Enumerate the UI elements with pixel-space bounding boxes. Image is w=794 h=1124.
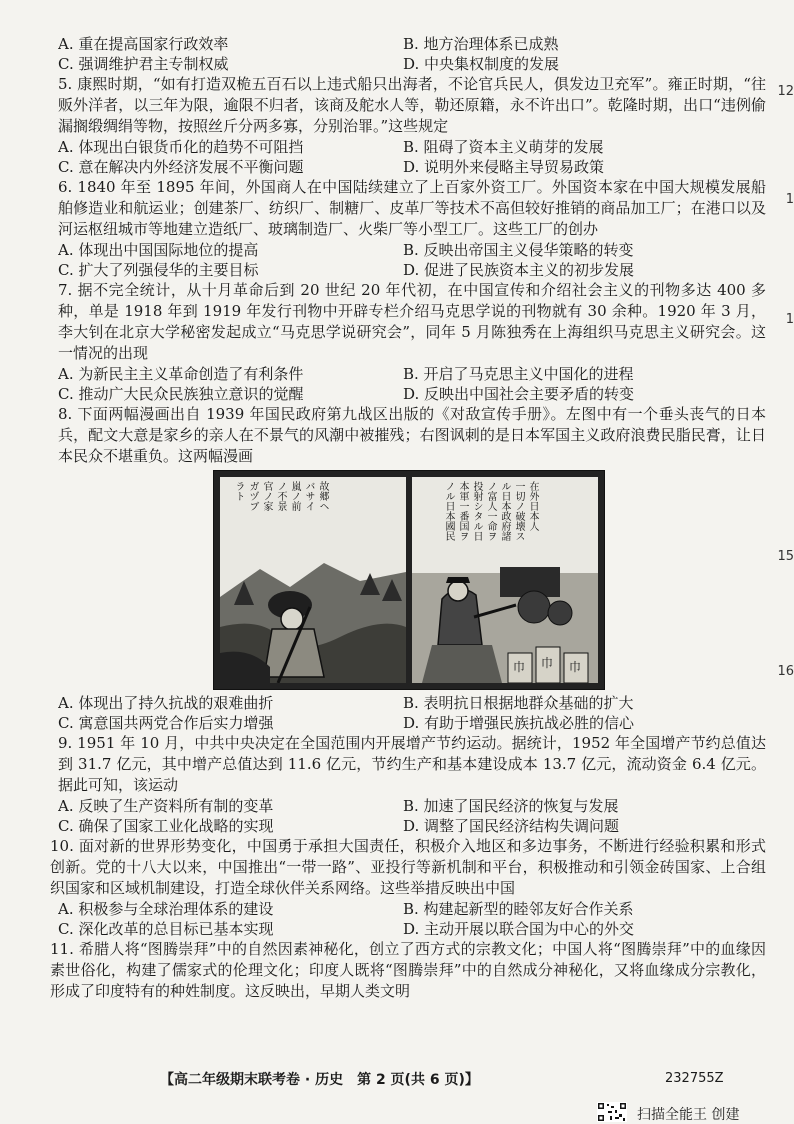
question-stem: 7. 据不完全统计，从十月革命后到 20 世纪 20 年代初，在中国宣传和介绍社会主义的刊物多达 400 多种，单是 1918 年到 1919 年发行刊物中开辟专栏介绍马克思学说的刊物就有 30 余种。1920 年 3 月，李大钊在北京大学秘密发起成立“马克思学说研究会”，同年 5 月陈独秀在上海组织马克思主义研究会。这一情况的出现 (58, 281, 766, 362)
caption-column: ガヅブ (247, 481, 258, 511)
q4-options (58, 34, 766, 74)
option-a: A. 积极参与全球治理体系的建设 (58, 900, 274, 918)
question-stem: 10. 面对新的世界形势变化，中国勇于承担大国责任，积极介入地区和多边事务，不断进行经验积累和形式创新。党的十八大以来，中国推出“一带一路”、亚投行等新机制和平台，积极推动和引领金砖国家、上合组织国家和区域机制建设，打造全球伙伴关系网络。这些举措反映出中国 (50, 837, 766, 897)
caption-column: 一切ノ破壊ス (513, 481, 524, 541)
option-c: C. 强调维护君主专制权威 (58, 55, 229, 73)
caption-column: 投射シタル日 (471, 481, 482, 541)
scanner-watermark: 扫描全能王 创建 (637, 1107, 740, 1123)
question-11 (50, 939, 766, 1002)
caption-column: ノ富人一命ヲ (485, 481, 496, 541)
option-d: D. 说明外来侵略主导贸易政策 (403, 158, 605, 176)
cartoon-right-panel (412, 477, 598, 683)
option-d: D. 调整了国民经济结构失调问题 (403, 817, 620, 835)
option-b: B. 加速了国民经济的恢复与发展 (403, 797, 619, 815)
cartoon-figure (213, 470, 605, 690)
option-c: C. 深化改革的总目标已基本实现 (58, 920, 274, 938)
option-a: A. 反映了生产资料所有制的变革 (58, 797, 274, 815)
margin-number: 15 (777, 549, 794, 564)
caption-column: 官ノ家 (261, 481, 272, 511)
option-b: B. 表明抗日根据地群众基础的扩大 (403, 694, 634, 712)
caption-column: ル日本政府諸 (499, 481, 510, 541)
question-stem: 5. 康熙时期，“如有打造双桅五百石以上违式船只出海者，不论官兵民人，俱发边卫充军”。雍正时期，“往贩外洋者，以三年为限，逾限不归者，该商及舵水人等，勒还原籍，永不许出口”。乾隆时期，出口“违例偷漏搁缎绸绢等物，按照丝斤分两多寡，分别治罪。”这些规定 (58, 75, 766, 135)
option-c: C. 意在解决内外经济发展不平衡问题 (58, 158, 304, 176)
question-7 (58, 280, 766, 404)
question-stem: 8. 下面两幅漫画出自 1939 年国民政府第九战区出版的《对敌宣传手册》。左图中有一个垂头丧气的日本兵，配文大意是家乡的亲人在不景气的风潮中被摧残；右图讽刺的是日本军国主义政府浪费民脂民膏，让日本民众不堪重负。这两幅漫画 (58, 405, 766, 465)
exam-code: 232755Z (665, 1071, 724, 1086)
question-9 (58, 733, 766, 836)
question-5 (58, 74, 766, 177)
caption-column: 在外日本人 (527, 481, 538, 531)
question-stem: 11. 希腊人将“图腾崇拜”中的自然因素神秘化，创立了西方式的宗教文化；中国人将“图腾崇拜”中的血缘因素世俗化，构建了儒家式的伦理文化；印度人既将“图腾崇拜”中的自然成分神秘化，又将血缘成分宗教化，形成了印度特有的种姓制度。这反映出，早期人类文明 (50, 940, 766, 1000)
caption-column: 故郷ヘ (317, 481, 328, 511)
margin-number: 12 (777, 84, 794, 99)
option-c: C. 扩大了列强侵华的主要目标 (58, 261, 259, 279)
soldier-drawing (220, 477, 406, 683)
cartoon-left-panel (220, 477, 406, 683)
page-footer: 【高二年级期末联考卷 · 历史 第 2 页(共 6 页)】 (160, 1072, 479, 1088)
qr-code-icon (597, 1102, 627, 1122)
question-stem: 9. 1951 年 10 月，中共中央决定在全国范围内开展增产节约运动。据统计，1952 年全国增产节约总值达到 31.7 亿元，其中增产总值达到 11.6 亿元，节约生产和基本建设成本 13.7 亿元，流动资金 6.4 亿元。据此可知，该运动 (58, 734, 766, 794)
question-stem: 6. 1840 年至 1895 年间，外国商人在中国陆续建立了上百家外资工厂。外国资本家在中国大规模发展船舶修造业和航运业；创建茶厂、纺织厂、制糖厂、皮革厂等技术不高但较好推销的商品加工厂；在港口以及河运枢纽城市等地建立造纸厂、玻璃制造厂、火柴厂等小型工厂。这些工厂的创办 (58, 178, 766, 238)
option-a: A. 体现出了持久抗战的艰难曲折 (58, 694, 274, 712)
option-d: D. 中央集权制度的发展 (403, 55, 560, 73)
option-d: D. 促进了民族资本主义的初步发展 (403, 261, 635, 279)
caption-column: 嵐ノ前 (289, 481, 300, 511)
money-bag-label: 巾 (541, 656, 554, 670)
option-a: A. 重在提高国家行政效率 (58, 35, 229, 53)
option-c: C. 寓意国共两党合作后实力增强 (58, 714, 274, 732)
officer-drawing (412, 477, 598, 683)
money-bag-label: 巾 (513, 660, 526, 674)
option-b: B. 地方治理体系已成熟 (403, 35, 559, 53)
option-b: B. 构建起新型的睦邻友好合作关系 (403, 900, 634, 918)
caption-column: 本軍一番国ヲ (457, 481, 468, 541)
option-c: C. 确保了国家工业化战略的实现 (58, 817, 274, 835)
option-b: B. 阻碍了资本主义萌芽的发展 (403, 138, 604, 156)
option-d: D. 反映出中国社会主要矛盾的转变 (403, 385, 635, 403)
question-6 (58, 177, 766, 280)
margin-number: 1 (785, 312, 794, 327)
option-b: B. 开启了马克思主义中国化的进程 (403, 365, 634, 383)
option-a: A. 为新民主主义革命创造了有利条件 (58, 365, 304, 383)
caption-column: ノ不景 (275, 481, 286, 511)
option-d: D. 有助于增强民族抗战必胜的信心 (403, 714, 635, 732)
caption-column: ノル日本國民 (443, 481, 454, 541)
margin-number: 16 (777, 664, 794, 679)
option-d: D. 主动开展以联合国为中心的外交 (403, 920, 635, 938)
option-a: A. 体现出中国国际地位的提高 (58, 241, 259, 259)
caption-column: バサイ (303, 481, 314, 511)
option-a: A. 体现出白银货币化的趋势不可阻挡 (58, 138, 304, 156)
margin-number: 1 (785, 192, 794, 207)
money-bag-label: 巾 (569, 660, 582, 674)
option-b: B. 反映出帝国主义侵华策略的转变 (403, 241, 634, 259)
question-8 (58, 404, 766, 733)
option-c: C. 推动广大民众民族独立意识的觉醒 (58, 385, 304, 403)
question-10 (50, 836, 766, 939)
question-content (50, 34, 766, 1002)
caption-column: ラト (233, 481, 244, 501)
